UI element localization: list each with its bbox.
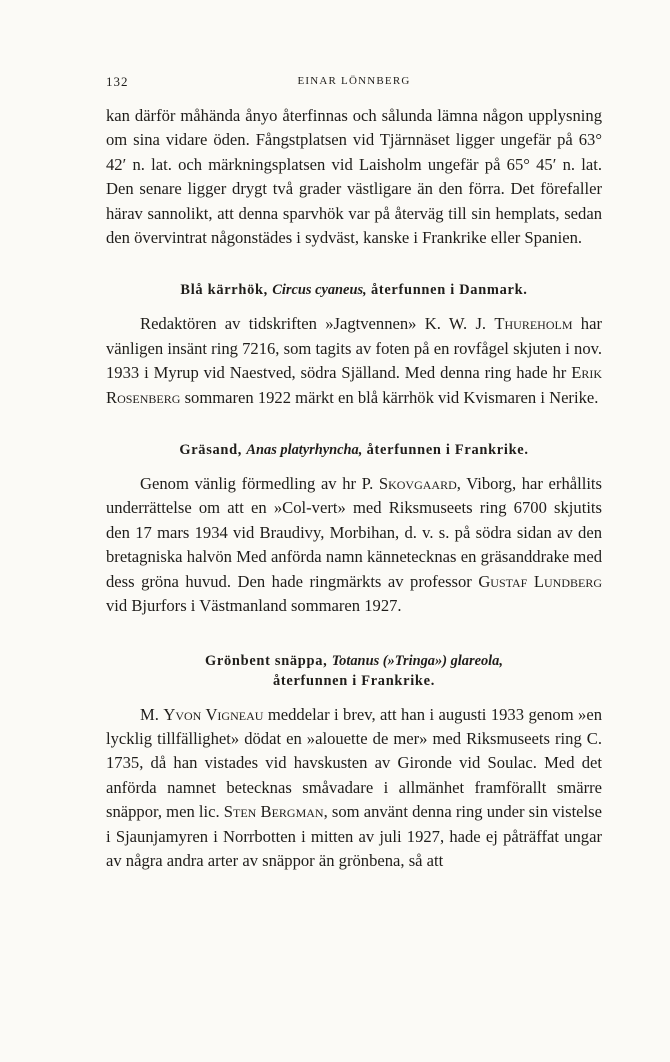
- person-name: Sten Bergman: [223, 802, 324, 822]
- paragraph-text: Redaktören av tidskriften »Jagtvennen» K. W. J.: [140, 314, 495, 334]
- person-name: Erik Rosenberg: [106, 363, 602, 407]
- paragraph-text: har vänligen insänt ring 7216, som tagits av foten på en rovfågel skjuten i nov. 1933 i Myrup vid Naestved, södra Själland. Med denna ring hade hr: [106, 314, 602, 383]
- page-number: 132: [106, 74, 129, 89]
- heading-text: Gräsand,: [179, 442, 247, 459]
- section-paragraph-circus-cyaneus: [106, 312, 602, 410]
- person-name: Gustaf Lundberg: [478, 571, 603, 591]
- heading-latin-name: Circus cyaneus,: [272, 282, 367, 299]
- section-heading-anas-platyrhyncha: [106, 440, 602, 460]
- heading-text: återfunnen i Frankrike.: [362, 442, 529, 459]
- heading-text: återfunnen i Frankrike.: [272, 672, 435, 689]
- section-paragraph-totanus-glareola: [106, 703, 602, 874]
- heading-latin-name: Totanus (»Tringa») glareola,: [331, 652, 503, 669]
- running-head-author: EINAR LÖNNBERG: [297, 75, 411, 87]
- intro-paragraph: [106, 104, 602, 250]
- section-heading-circus-cyaneus: [106, 280, 602, 300]
- person-name: Yvon Vigneau: [163, 704, 264, 724]
- section-paragraph-anas-platyrhyncha: [106, 472, 602, 618]
- heading-text: Blå kärrhök,: [180, 282, 273, 299]
- paragraph-text: sommaren 1922 märkt en blå kärrhök vid Kvismaren i Nerike.: [180, 387, 599, 407]
- paragraph-text: vid Bjurfors i Västmanland sommaren 1927.: [106, 596, 402, 616]
- section-heading-totanus-glareola: [106, 651, 602, 691]
- paragraph-text: , Viborg, har erhållits underrättelse om att en »Col-vert» med Riksmuseets ring 6700 skjutits den 17 mars 1934 vid Braudivy, Morbihan, d. v. s. på södra sidan av den bretagniska halvön Med anförda namn kännetecknas en gräsanddrake med dess gröna huvud. Den hade ringmärkts av professor: [106, 474, 602, 591]
- paragraph-text: , som använt denna ring under sin vistelse i Sjaunjamyren i Norrbotten i mitten av juli 1927, hade ej påträffat ungar av några andra arter av snäppor än grönbena, så att: [106, 802, 602, 870]
- paragraph-text: Genom vänlig förmedling av hr P.: [140, 474, 379, 494]
- page-body: [106, 104, 602, 873]
- person-name: Thureholm: [494, 314, 573, 334]
- person-name: Skovgaard: [378, 474, 457, 494]
- paragraph-text: meddelar i brev, att han i augusti 1933 genom »en lycklig tillfällighet» dödat en »alouette de mer» med Riksmuseets ring C. 1735, då han vistades vid havskusten av Gironde vid Soulac. Med det anförda namnet betecknas småvadare i allmänhet framförallt smärre snäppor, men lic.: [106, 704, 603, 822]
- heading-latin-name: Anas platyrhyncha,: [246, 442, 363, 459]
- paragraph-text: M.: [140, 704, 164, 724]
- heading-text: återfunnen i Danmark.: [366, 282, 528, 299]
- running-head: [106, 74, 602, 94]
- intro-text: kan därför måhända ånyo återfinnas och sålunda lämna någon upplysning om sina vidare öden. Fångstplatsen vid Tjärnnäset ligger ungefär på 63° 42′ n. lat. och märkningsplatsen vid Laisholm ungefär på 65° 45′ n. lat. Den senare ligger drygt två grader västligare än den förra. Det förefaller härav sannolikt, att denna sparvhök var på återväg till sin hemplats, sedan den övervintrat någonstädes i sydväst, kanske i Frankrike eller Spanien.: [106, 106, 602, 248]
- heading-text: Grönbent snäppa,: [205, 652, 332, 669]
